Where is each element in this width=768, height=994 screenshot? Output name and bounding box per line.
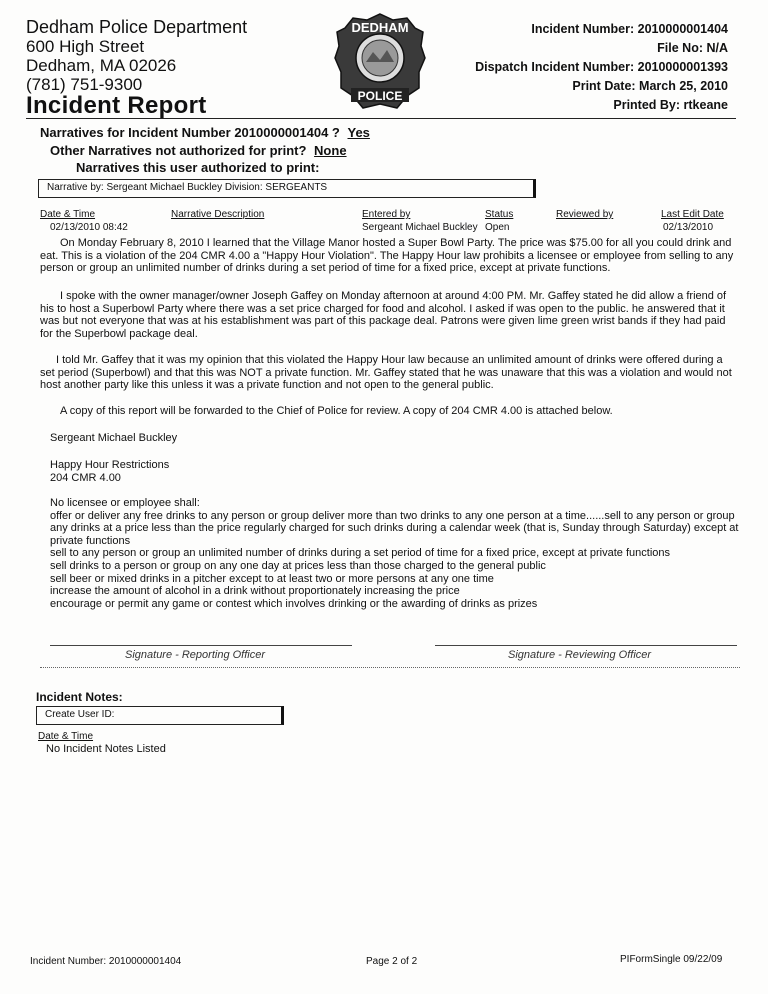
restriction-item: offer or deliver any free drinks to any person or group deliver more than two drinks to any one person at a time......sell to any person or group any drinks at a price less than the price regularly charged for such drinks during a calendar week (that is, Sunday through Saturday) except at private functions [50,509,739,547]
col-status: Status [485,209,514,220]
restrictions-code: 204 CMR 4.00 [50,472,121,484]
restriction-item: sell to any person or group an unlimited number of drinks during a set period of time for a fixed price, except at private functions [50,547,670,560]
department-name: Dedham Police Department [26,17,248,37]
restrictions-list [50,497,740,610]
col-last-edit-date: Last Edit Date [661,209,724,220]
dispatch-number: Dispatch Incident Number: 2010000001393 [475,60,728,74]
reporting-officer-signature-label: Signature - Reporting Officer [125,649,266,661]
row-date-time: 02/13/2010 08:42 [50,222,128,233]
q1-value: Yes [347,125,370,140]
department-block [26,17,248,119]
col-reviewed-by: Reviewed by [556,209,614,220]
reporting-signature-line [50,645,352,646]
footer-form-id: PIFormSingle 09/22/09 [620,954,723,965]
q1-label: Narratives for Incident Number 2010000001404 ? [40,125,340,140]
restriction-item: sell drinks to a person or group on any one day at prices less than those charged to the general public [50,559,546,572]
print-date: Print Date: March 25, 2010 [572,79,728,93]
col-narrative-description: Narrative Description [171,209,265,220]
restriction-item: encourage or permit any game or contest which involves drinking or the awarding of drinks as prizes [50,597,538,610]
create-user-id-box: Create User ID: [36,706,284,725]
restrictions-intro: No licensee or employee shall: [50,497,200,509]
narrative-paragraph-4: A copy of this report will be forwarded to the Chief of Police for review. A copy of 204 CMR 4.00 is attached below. [60,405,613,417]
file-no: File No: N/A [657,41,728,55]
row-entered-by: Sergeant Michael Buckley [362,222,478,233]
police-badge-icon [333,12,427,112]
notes-col-date-time: Date & Time [38,731,94,742]
narratives-question-1 [40,125,370,140]
restriction-item: increase the amount of alcohol in a drink without proportionately increasing the price [50,585,460,598]
restrictions-title: Happy Hour Restrictions [50,459,170,471]
q2-label: Other Narratives not authorized for print? [50,143,307,158]
narrative-by-box: Narrative by: Sergeant Michael Buckley Division: SERGEANTS [38,179,536,198]
restriction-item: sell beer or mixed drinks in a pitcher except to at least two or more persons at any one time [50,572,494,585]
reviewing-signature-line [435,645,737,646]
col-date-time: Date & Time [40,209,96,220]
narrative-paragraph-1: On Monday February 8, 2010 I learned that the Village Manor hosted a Super Bowl Party. The price was $75.00 for all you could drink and eat. This is a violation of the 204 CMR 4.00 a "Happy Hour Violation". The Happy Hour law prohibits a licensee or employee from selling to any person or group an unlimited number of drinks during a set period of time for a fixed price, except at private functions. [40,237,734,275]
notes-empty-message: No Incident Notes Listed [46,743,166,755]
header-right [475,20,728,115]
printed-by: Printed By: rtkeane [613,98,728,112]
row-last-edit-date: 02/13/2010 [663,222,714,233]
report-title: Incident Report [26,92,207,119]
department-city: Dedham, MA 02026 [26,56,177,75]
badge-top-text: DEDHAM [351,20,409,35]
incident-number: Incident Number: 2010000001404 [531,22,728,36]
department-phone: (781) 751-9300 [26,75,143,94]
footer-incident-number: Incident Number: 2010000001404 [30,956,182,967]
reviewing-officer-signature-label: Signature - Reviewing Officer [508,649,652,661]
row-status: Open [485,222,510,233]
narratives-question-3: Narratives this user authorized to print: [76,160,320,175]
signoff: Sergeant Michael Buckley [50,432,178,444]
col-entered-by: Entered by [362,209,411,220]
footer-page-number: Page 2 of 2 [366,956,418,967]
badge-bottom-text: POLICE [357,89,403,103]
q2-value: None [314,143,347,158]
header-divider [26,118,736,119]
narrative-paragraph-3: I told Mr. Gaffey that it was my opinion that this violated the Happy Hour law because an unlimited amount of drinks were offered during a set period (Superbowl) and that this was NOT a private function. Mr. Gaffey stated that he was unaware that this was a violation and would not host another party like this unless it was a private function and not open to the general public. [40,354,732,392]
incident-notes-title: Incident Notes: [36,690,123,704]
signature-dotted-divider [40,667,740,668]
department-street: 600 High Street [26,37,145,56]
narrative-paragraph-2: I spoke with the owner manager/owner Joseph Gaffey on Monday afternoon at around 4:00 PM. Mr. Gaffey stated he did allow a friend of his to host a Superbowl Party where there was a set price charged for food and alcohol. I asked if was open to the public. he answered that it was but not everyone that was at his establishment was part of this package deal. Patrons were given lime green wrist bands if they had paid for the Superbowl package deal. [40,290,727,340]
narratives-question-2 [50,143,347,158]
